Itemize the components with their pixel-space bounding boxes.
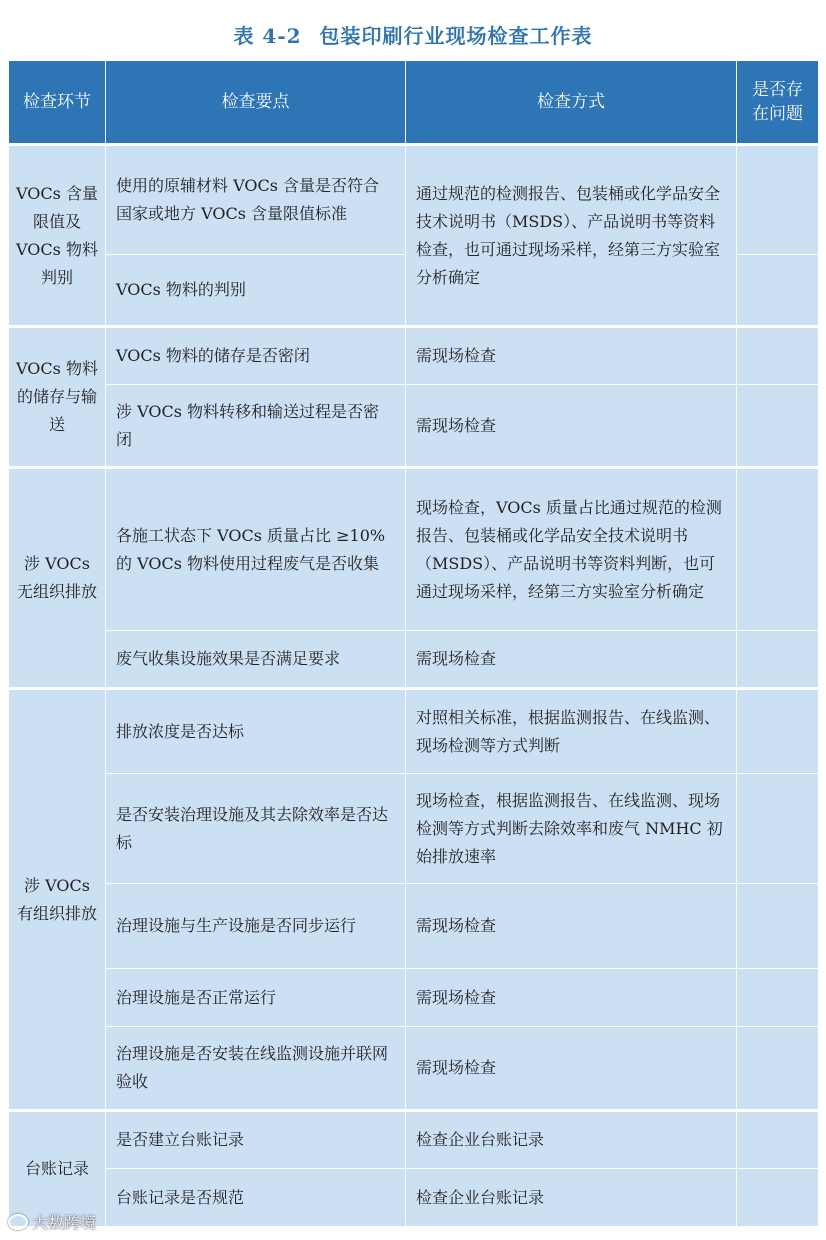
table-row — [9, 468, 819, 631]
issue-cell[interactable] — [737, 385, 819, 468]
check-method: 需现场检查 — [406, 969, 737, 1027]
section-name: 涉 VOCs 无组织排放 — [9, 468, 106, 689]
check-point: 治理设施是否正常运行 — [106, 969, 406, 1027]
watermark — [8, 1210, 96, 1233]
issue-cell[interactable] — [737, 327, 819, 385]
table-row — [9, 969, 819, 1027]
issue-cell[interactable] — [737, 774, 819, 884]
check-method: 检查企业台账记录 — [406, 1169, 737, 1227]
check-point: 使用的原辅材料 VOCs 含量是否符合国家或地方 VOCs 含量限值标准 — [106, 145, 406, 255]
inspection-table — [8, 60, 819, 1227]
table-row — [9, 385, 819, 468]
check-point: 治理设施是否安装在线监测设施并联网验收 — [106, 1027, 406, 1111]
check-method: 需现场检查 — [406, 327, 737, 385]
issue-cell[interactable] — [737, 255, 819, 327]
table-title-text: 包装印刷行业现场检查工作表 — [319, 24, 593, 48]
issue-cell[interactable] — [737, 145, 819, 255]
section-name: VOCs 含量限值及 VOCs 物料判别 — [9, 145, 106, 327]
header-stage: 检查环节 — [9, 61, 106, 145]
issue-cell[interactable] — [737, 1111, 819, 1169]
brand-logo-icon — [8, 1214, 28, 1230]
issue-cell[interactable] — [737, 969, 819, 1027]
issue-cell[interactable] — [737, 689, 819, 774]
header-issue: 是否存在问题 — [737, 61, 819, 145]
check-method: 需现场检查 — [406, 631, 737, 689]
watermark-text: 大数跨境 — [32, 1213, 97, 1232]
check-method: 现场检查，根据监测报告、在线监测、现场检测等方式判断去除效率和废气 NMHC 初始排放速率 — [406, 774, 737, 884]
check-point: 排放浓度是否达标 — [106, 689, 406, 774]
check-method: 对照相关标准，根据监测报告、在线监测、现场检测等方式判断 — [406, 689, 737, 774]
check-method: 现场检查，VOCs 质量占比通过规范的检测报告、包装桶或化学品安全技术说明书（MSDS）、产品说明书等资料判断，也可通过现场采样，经第三方实验室分析确定 — [406, 468, 737, 631]
header-method: 检查方式 — [406, 61, 737, 145]
check-point: 治理设施与生产设施是否同步运行 — [106, 884, 406, 969]
issue-cell[interactable] — [737, 1027, 819, 1111]
table-row — [9, 1111, 819, 1169]
check-point: 是否安装治理设施及其去除效率是否达标 — [106, 774, 406, 884]
table-row — [9, 145, 819, 255]
check-point: 涉 VOCs 物料转移和输送过程是否密闭 — [106, 385, 406, 468]
check-point: VOCs 物料的判别 — [106, 255, 406, 327]
section-name: 涉 VOCs 有组织排放 — [9, 689, 106, 1111]
check-method: 需现场检查 — [406, 385, 737, 468]
table-title — [0, 20, 826, 49]
issue-cell[interactable] — [737, 468, 819, 631]
check-method: 通过规范的检测报告、包装桶或化学品安全技术说明书（MSDS）、产品说明书等资料检查，也可通过现场采样，经第三方实验室分析确定 — [406, 145, 737, 327]
table-row — [9, 774, 819, 884]
section-name: VOCs 物料的储存与输送 — [9, 327, 106, 468]
check-method: 检查企业台账记录 — [406, 1111, 737, 1169]
table-row — [9, 327, 819, 385]
table-number: 表 4-2 — [233, 24, 302, 48]
table-row — [9, 689, 819, 774]
issue-cell[interactable] — [737, 884, 819, 969]
table-row — [9, 1027, 819, 1111]
header-row — [9, 61, 819, 145]
table-row — [9, 1169, 819, 1227]
check-method: 需现场检查 — [406, 884, 737, 969]
check-point: 是否建立台账记录 — [106, 1111, 406, 1169]
check-method: 需现场检查 — [406, 1027, 737, 1111]
check-point: 各施工状态下 VOCs 质量占比 ≥10% 的 VOCs 物料使用过程废气是否收集 — [106, 468, 406, 631]
section-name: 台账记录 — [9, 1111, 106, 1227]
table-row — [9, 884, 819, 969]
issue-cell[interactable] — [737, 631, 819, 689]
check-point: 台账记录是否规范 — [106, 1169, 406, 1227]
header-point: 检查要点 — [106, 61, 406, 145]
check-point: VOCs 物料的储存是否密闭 — [106, 327, 406, 385]
issue-cell[interactable] — [737, 1169, 819, 1227]
table-row — [9, 631, 819, 689]
check-point: 废气收集设施效果是否满足要求 — [106, 631, 406, 689]
